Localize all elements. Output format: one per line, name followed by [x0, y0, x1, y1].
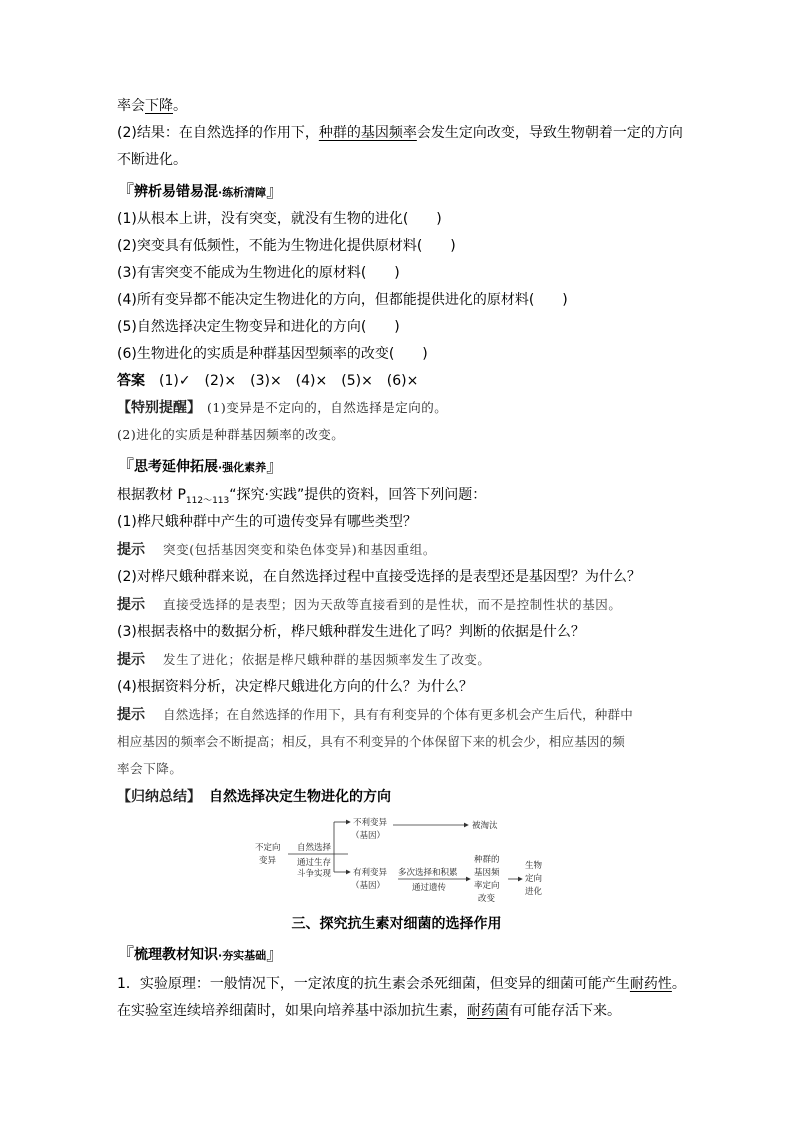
underlined-term: 耐药菌	[467, 1003, 509, 1019]
hint-text: 自然选择；在自然选择的作用下，具有有利变异的个体有更多机会产生后代，种群中	[163, 707, 633, 722]
diagram-node-shengwu: 定向	[525, 874, 543, 884]
text-span: 1．实验原理：一般情况下，一定浓度的抗生素会杀死细菌，但变异的细菌可能产生	[117, 976, 630, 992]
separator-dot: ·	[218, 461, 223, 474]
separator-dot: ·	[218, 949, 223, 962]
diagram-node-taotai: 被淘汰	[472, 821, 498, 831]
bracket-left: 『	[117, 182, 134, 202]
diagram-node-duoci: 多次选择和积累	[398, 868, 458, 878]
text-span: 率会	[117, 98, 145, 114]
evolution-flow-diagram	[250, 812, 560, 908]
bracket-right: 』	[266, 182, 284, 202]
judgment-item: (3)有害突变不能成为生物进化的原材料( )	[117, 265, 400, 281]
text-line	[117, 974, 686, 994]
answer-label: 答案	[117, 373, 145, 389]
diagram-node-zhongqun: 基因频	[474, 868, 500, 878]
judgment-item: (2)突变具有低频性，不能为生物进化提供原材料( )	[117, 238, 456, 254]
underlined-term: 种群的基因频率	[318, 125, 417, 141]
bracket-left: 『	[117, 457, 134, 477]
underlined-term: 下降	[145, 98, 173, 114]
judgment-item: (6)生物进化的实质是种群基因型频率的改变( )	[117, 346, 428, 362]
diagram-node-buli: 不利变异	[353, 818, 388, 828]
tip-text: (2)进化的实质是种群基因频率的改变。	[117, 427, 345, 442]
hint-line	[117, 650, 491, 670]
hint-line	[117, 540, 436, 560]
diagram-node-zhongqun: 种群的	[474, 855, 500, 865]
text-span: 会发生定向改变，导致生物朝着一定的方向	[416, 125, 683, 141]
diagram-node-youli: （基因）	[351, 881, 386, 891]
hint-label: 提示	[117, 542, 145, 558]
page-range: 112～113	[185, 495, 230, 506]
hint-label: 提示	[117, 652, 145, 668]
hint-text: 发生了进化；依据是桦尺蛾种群的基因频率发生了改变。	[163, 652, 491, 667]
question: (3)根据表格中的数据分析，桦尺蛾种群发生进化了吗？判断的依据是什么？	[117, 624, 585, 640]
text-line	[117, 123, 683, 143]
diagram-node-buli: （基因）	[351, 831, 386, 841]
hint-text: 率会下降。	[117, 761, 183, 776]
diagram-node-tongguoyichuan: 通过遗传	[412, 883, 447, 893]
judgment-item: (4)所有变异都不能决定生物进化的方向，但都能提供进化的原材料( )	[117, 292, 568, 308]
hint-label: 提示	[117, 597, 145, 613]
section-title: 梳理教材知识	[134, 947, 218, 963]
text-line: 不断进化。	[117, 152, 187, 168]
text-span: 有可能存活下来。	[509, 1003, 621, 1019]
summary-label: 【归纳总结】	[117, 789, 201, 805]
text-span: 在实验室连续培养细菌时，如果向培养基中添加抗生素，	[117, 1003, 467, 1019]
hint-text: 直接受选择的是表型；因为天敌等直接看到的是性状，而不是控制性状的基因。	[163, 597, 622, 612]
hint-line	[117, 705, 633, 725]
text-span: (2)结果：在自然选择的作用下，	[117, 125, 319, 141]
section-three-title: 三、探究抗生素对细菌的选择作用	[291, 916, 502, 932]
section-subtitle: 夯实基础	[222, 949, 267, 962]
hint-line	[117, 595, 622, 615]
diagram-node-buding: 不定向	[255, 843, 281, 853]
diagram-node-shengwu: 进化	[525, 887, 543, 897]
diagram-node-buding: 变异	[259, 856, 277, 866]
text-span: 。	[173, 98, 187, 114]
tip-line	[117, 398, 447, 418]
bracket-right: 』	[266, 945, 284, 965]
question: (2)对桦尺蛾种群来说，在自然选择过程中直接受选择的是表型还是基因型？为什么？	[117, 569, 641, 585]
section-header-shuli	[117, 944, 283, 966]
text-span: 。	[671, 976, 686, 992]
answer-line	[117, 371, 418, 391]
diagram-node-tongguo: 通过生存	[297, 858, 332, 868]
judgment-item: (1)从根本上讲，没有突变，就没有生物的进化( )	[117, 211, 442, 227]
text-line	[117, 1001, 621, 1021]
diagram-node-zhongqun: 率定向	[474, 881, 500, 891]
hint-text: 突变(包括基因突变和染色体变异)和基因重组。	[163, 542, 436, 557]
section-header-bianxi	[117, 181, 283, 203]
hint-label: 提示	[117, 707, 145, 723]
question: (1)桦尺蛾种群中产生的可遗传变异有哪些类型？	[117, 514, 417, 530]
diagram-node-zirang: 自然选择	[297, 843, 332, 853]
text-span: 根据教材 P	[117, 487, 186, 503]
section-header-sikao	[117, 456, 283, 478]
summary-line	[117, 787, 391, 807]
hint-text: 相应基因的频率会不断提高；相反，具有不利变异的个体保留下来的机会少，相应基因的频	[117, 734, 626, 749]
section-subtitle: 练析清障	[222, 186, 267, 199]
diagram-node-tongguo: 斗争实现	[297, 869, 332, 879]
answer-text: (1)✓ (2)× (3)× (4)× (5)× (6)×	[159, 373, 419, 389]
section-title: 思考延伸拓展	[134, 459, 218, 475]
question: (4)根据资料分析，决定桦尺蛾进化方向的什么？为什么？	[117, 679, 473, 695]
judgment-item: (5)自然选择决定生物变异和进化的方向( )	[117, 319, 400, 335]
diagram-node-youli: 有利变异	[353, 868, 388, 878]
underlined-term: 耐药性	[629, 976, 672, 992]
section-subtitle: 强化素养	[222, 461, 267, 474]
tip-label: 【特别提醒】	[117, 400, 201, 416]
diagram-node-zhongqun: 改变	[478, 894, 496, 904]
summary-title: 自然选择决定生物进化的方向	[209, 789, 391, 805]
section-title: 辨析易错易混	[134, 184, 218, 200]
tip-text: (1)变异是不定向的，自然选择是定向的。	[207, 400, 448, 415]
text-line	[117, 96, 187, 116]
intro-line	[117, 485, 486, 511]
separator-dot: ·	[218, 186, 223, 199]
text-span: “探究·实践”提供的资料，回答下列问题：	[229, 487, 487, 503]
diagram-node-shengwu: 生物	[525, 861, 543, 871]
bracket-right: 』	[266, 457, 284, 477]
bracket-left: 『	[117, 945, 134, 965]
